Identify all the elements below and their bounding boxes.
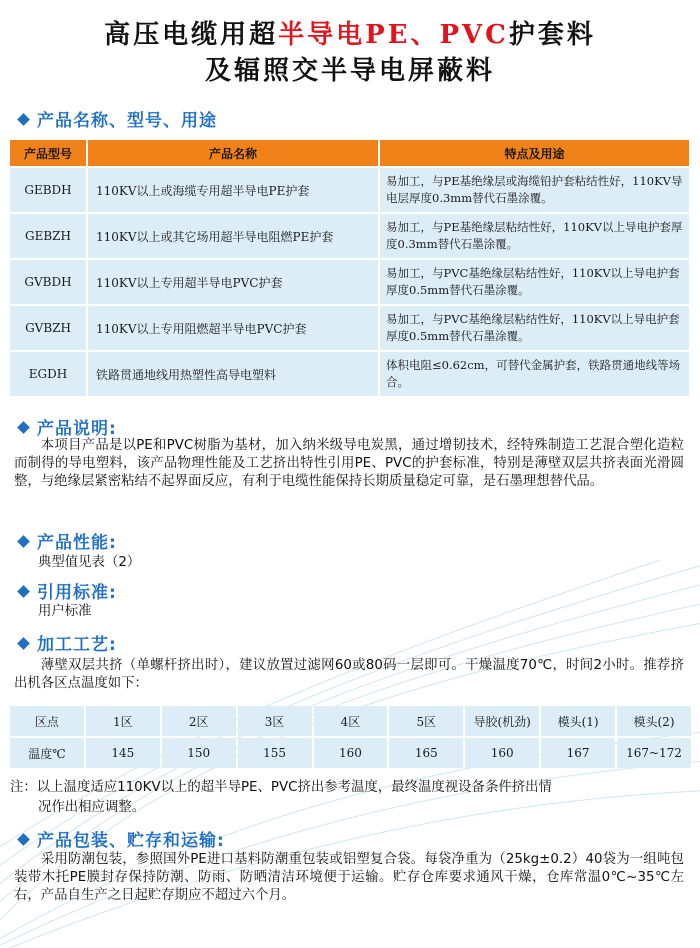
note-line2: 况作出相应调整。 [38, 800, 146, 815]
table-cell: 155 [238, 738, 312, 768]
model-cell: GVBZH [10, 306, 86, 350]
section-heading-performance: 产品性能: [16, 528, 117, 553]
table-cell: 模头(1) [541, 706, 615, 736]
table-row [10, 260, 689, 304]
feature-cell: 易加工，与PE基绝缘层或海缆铅护套粘结性好，110KV导电层厚度0.3mm替代石墨涂覆。 [380, 168, 689, 212]
model-cell: GEBZH [10, 214, 86, 258]
feature-cell: 体积电阻≤0.62cm，可替代金属护套，铁路贯通地线等场合。 [380, 352, 689, 396]
model-cell: EGDH [10, 352, 86, 396]
title-highlight: 半导电PE、PVC [278, 20, 509, 50]
table-cell: 160 [314, 738, 388, 768]
packaging-paragraph: 采用防潮包装，参照国外PE进口基料防潮重包装或铝塑复合袋。每袋净重为（25kg±0.2）40袋为一组吨包装带木托PE膜封存保持防潮、防雨、防晒清洁环境便于运输。贮存仓库要求通风干燥，仓库常温0℃~35℃左右，产品自生产之日起贮存期应不超过六个月。 [14, 852, 684, 903]
standard-text: 用户标准 [38, 604, 92, 619]
table-cell: 5区 [389, 706, 463, 736]
note-line1: 注：以上温度适应110KV以上的超半导PE、PVC挤出参考温度，最终温度视设备条件挤出情 [10, 780, 552, 795]
name-cell: 110KV以上专用阻燃超半导电PVC护套 [88, 306, 378, 350]
table-cell: 4区 [314, 706, 388, 736]
section-heading-processing: 加工工艺: [16, 630, 117, 655]
feature-cell: 易加工，与PE基绝缘层粘结性好，110KV以上导电护套厚度0.3mm替代石墨涂覆。 [380, 214, 689, 258]
section-heading-packaging: 产品包装、贮存和运输: [16, 826, 225, 851]
table-cell: 1区 [86, 706, 160, 736]
table-cell: 167 [541, 738, 615, 768]
table-cell: 温度℃ [10, 738, 84, 768]
table-cell: 165 [389, 738, 463, 768]
table-cell: 160 [465, 738, 539, 768]
name-cell: 110KV以上专用超半导电PVC护套 [88, 260, 378, 304]
document-title-line1: 高压电缆用超半导电PE、PVC护套料 [104, 20, 596, 50]
section-heading-product-name: 产品名称、型号、用途 [16, 106, 217, 131]
table-cell: 145 [86, 738, 160, 768]
table-cell: 3区 [238, 706, 312, 736]
name-cell: 铁路贯通地线用热塑性高导电塑料 [88, 352, 378, 396]
column-header: 产品名称 [88, 140, 378, 166]
diamond-bullet-icon [17, 585, 30, 598]
temperature-table [8, 704, 693, 770]
performance-text: 典型值见表（2） [38, 555, 141, 570]
column-header: 特点及用途 [380, 140, 689, 166]
section-heading-description: 产品说明: [16, 414, 117, 439]
description-paragraph: 本项目产品是以PE和PVC树脂为基材，加入纳米级导电炭黑，通过增韧技术，经特殊制造工艺混合塑化造粒而制得的导电塑料，该产品物理性能及工艺挤出特性引用PE、PVC的护套标准，特别是薄壁双层共挤表面光滑圆整，与绝缘层紧密粘结不起界面反应，有利于电缆性能保持长期质量稳定可靠，是石墨理想替代品。 [14, 438, 684, 489]
diamond-bullet-icon [17, 833, 30, 846]
name-cell: 110KV以上或海缆专用超半导电PE护套 [88, 168, 378, 212]
product-table [8, 138, 691, 398]
table-row [10, 352, 689, 396]
feature-cell: 易加工，与PVC基绝缘层粘结性好，110KV以上导电护套厚度0.5mm替代石墨涂覆。 [380, 260, 689, 304]
table-row [10, 214, 689, 258]
temperature-header-row [10, 706, 691, 736]
model-cell: GEBDH [10, 168, 86, 212]
column-header: 产品型号 [10, 140, 86, 166]
processing-paragraph: 薄壁双层共挤（单螺杆挤出时），建议放置过滤网60或80码一层即可。干燥温度70℃，时间2小时。推荐挤出机各区点温度如下： [14, 658, 684, 691]
temperature-value-row [10, 738, 691, 768]
table-cell: 区点 [10, 706, 84, 736]
table-cell: 150 [162, 738, 236, 768]
section-heading-standard: 引用标准: [16, 578, 117, 603]
product-table-header [10, 140, 689, 166]
table-cell: 模头(2) [617, 706, 691, 736]
model-cell: GVBDH [10, 260, 86, 304]
table-row [10, 168, 689, 212]
diamond-bullet-icon [17, 113, 30, 126]
table-cell: 导胶(机劲) [465, 706, 539, 736]
document-title-line2: 及辐照交半导电屏蔽料 [204, 56, 495, 86]
diamond-bullet-icon [17, 421, 30, 434]
diamond-bullet-icon [17, 637, 30, 650]
table-cell: 167~172 [617, 738, 691, 768]
feature-cell: 易加工，与PVC基绝缘层粘结性好，110KV以上导电护套厚度0.5mm替代石墨涂覆。 [380, 306, 689, 350]
table-cell: 2区 [162, 706, 236, 736]
diamond-bullet-icon [17, 535, 30, 548]
name-cell: 110KV以上或其它场用超半导电阻燃PE护套 [88, 214, 378, 258]
table-row [10, 306, 689, 350]
